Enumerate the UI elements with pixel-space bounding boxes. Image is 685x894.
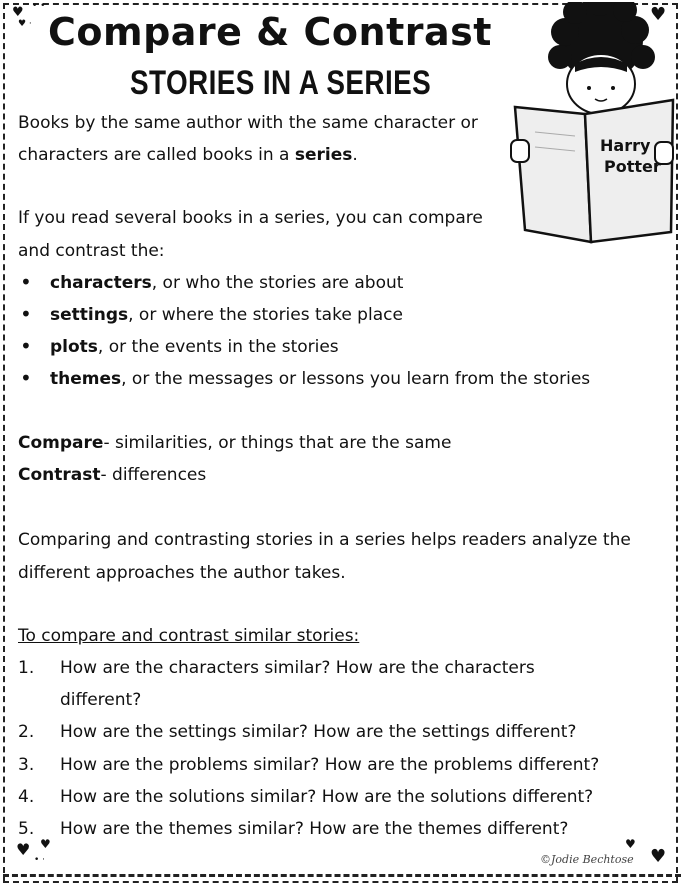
heart-icon: ♥ xyxy=(625,837,636,851)
step-text: How are the settings similar? How are the settings different? xyxy=(60,722,577,742)
compare-definition xyxy=(18,432,451,454)
child-reading-illustration xyxy=(505,2,677,252)
bullet-item xyxy=(50,304,403,326)
step-number: 2. xyxy=(18,722,35,742)
analysis-line-1: Comparing and contrasting stories in a series helps readers analyze the xyxy=(18,530,631,550)
heart-icon: ♥ · xyxy=(18,19,32,29)
compare-text: - similarities, or things that are the same xyxy=(103,433,452,453)
intro-text: Books by the same author with the same character or xyxy=(18,113,478,133)
intro-line-1 xyxy=(18,112,478,134)
step-number: 3. xyxy=(18,755,35,775)
step-text: How are the solutions similar? How are the solutions different? xyxy=(60,787,594,807)
heart-icon: ♥ xyxy=(650,4,667,25)
bullet-term: settings xyxy=(50,305,129,325)
bullet-icon: • xyxy=(20,270,32,294)
intro-text: . xyxy=(352,145,358,165)
step-number: 5. xyxy=(18,819,35,839)
bullet-icon: • xyxy=(20,366,32,390)
bullet-text: , or who the stories are about xyxy=(151,273,404,293)
step-text: How are the themes similar? How are the themes different? xyxy=(60,819,569,839)
step-text: How are the problems similar? How are the problems different? xyxy=(60,755,600,775)
bullet-item xyxy=(50,368,590,390)
heart-icon: ♥ xyxy=(650,846,667,867)
contrast-definition xyxy=(18,464,206,486)
bullet-text: , or the events in the stories xyxy=(97,337,339,357)
contrast-text: - differences xyxy=(100,465,207,485)
compare-intro-line-2: and contrast the: xyxy=(18,241,165,261)
heart-icon: ♥ xyxy=(12,5,24,20)
page-subtitle: STORIES IN A SERIES xyxy=(130,64,432,102)
signature: ©Jodie Bechtose xyxy=(540,853,634,866)
intro-line-2 xyxy=(18,144,358,166)
page-border-bottom xyxy=(3,874,681,877)
contrast-term: Contrast xyxy=(18,465,101,485)
heart-icon: ♥ xyxy=(16,840,31,859)
dot-icon: • · xyxy=(34,855,46,865)
heart-icon: ♥ xyxy=(40,837,51,851)
bullet-text: , or where the stories take place xyxy=(128,305,403,325)
compare-intro-line-1: If you read several books in a series, you can compare xyxy=(18,208,483,228)
bullet-text: , or the messages or lessons you learn from the stories xyxy=(121,369,591,389)
bullet-icon: • xyxy=(20,334,32,358)
bullet-icon: • xyxy=(20,302,32,326)
intro-text: characters are called books in a xyxy=(18,145,295,165)
bullet-term: characters xyxy=(50,273,152,293)
page-title: Compare & Contrast xyxy=(48,10,492,54)
bullet-term: themes xyxy=(50,369,122,389)
steps-heading: To compare and contrast similar stories: xyxy=(18,626,360,646)
dot-icon: • • xyxy=(32,1,46,11)
book-cover-title-line1: Harry xyxy=(600,136,651,155)
bullet-item xyxy=(50,336,339,358)
bullet-item xyxy=(50,272,403,294)
step-number: 1. xyxy=(18,658,35,678)
step-text: different? xyxy=(60,690,142,710)
bullet-term: plots xyxy=(50,337,98,357)
analysis-line-2: different approaches the author takes. xyxy=(18,563,346,583)
step-number: 4. xyxy=(18,787,35,807)
series-term: series xyxy=(294,145,353,165)
compare-term: Compare xyxy=(18,433,104,453)
step-text: How are the characters similar? How are the characters xyxy=(60,658,535,678)
book-cover-title-line2: Potter xyxy=(604,157,661,176)
